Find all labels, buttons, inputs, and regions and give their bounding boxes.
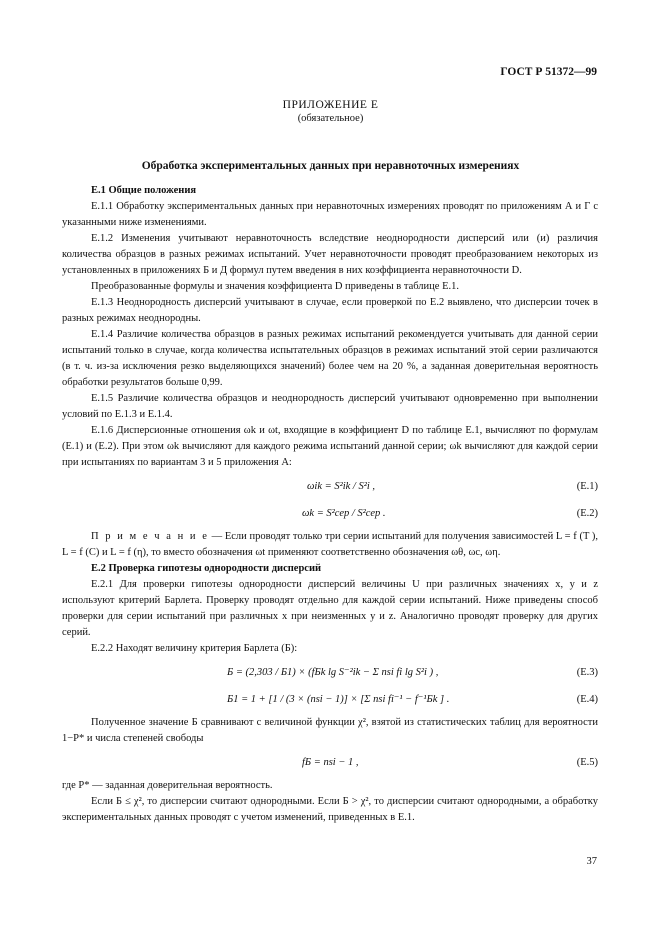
- formula-number: (Е.3): [576, 667, 598, 678]
- note-text: — Если проводят только три серии испытаний для получения зависимостей L = f (T ), L = f (C) и L = f (η), то вместо обозначения ωt применяют соответственно обозначения ωθ, ωc, ωη.: [62, 531, 598, 558]
- formula-number: (Е.1): [576, 481, 598, 492]
- formula-expression: ωk = S²сер / S²сер .: [302, 508, 386, 519]
- paragraph-e1-3: Е.1.3 Неоднородность дисперсий учитывают в случае, если проверкой по Е.2 выявлено, что дисперсии точек в разных режимах неоднородны.: [62, 297, 598, 324]
- paragraph-e1-2b: Преобразованные формулы и значения коэффициента D приведены в таблице Е.1.: [91, 281, 459, 292]
- paragraph-e2-1: Е.2.1 Для проверки гипотезы однородности дисперсий величины U при различных значениях x, y и z используют критерий Барлета. Проверку проводят отдельно для каждой серии испытаний. Ниже приведены способ проверки для серии испытаний при различных x при неизменных y и z. Аналогично проводят проверку для других серий.: [62, 579, 598, 638]
- formula-number: (Е.5): [576, 757, 598, 768]
- section-heading-e1: Е.1 Общие положения: [91, 185, 197, 196]
- main-title: Обработка экспериментальных данных при неравноточных измерениях: [141, 160, 520, 172]
- formula-number: (Е.4): [576, 694, 598, 705]
- formula-expression: Б = (2,303 / Б1) × (fБk lg S⁻²ik − Σ nsi fi lg S²i ) ,: [227, 667, 439, 678]
- standard-number: ГОСТ Р 51372—99: [500, 66, 597, 78]
- paragraph-e2-2: Е.2.2 Находят величину критерия Барлета (Б):: [91, 643, 298, 654]
- paragraph-e1-2: Е.1.2 Изменения учитывают неравноточность вследствие неоднородности дисперсий или (и) различия количества образцов в разных режимах испытаний. Учет неравноточности проводят преобразованием некоторых из установленных в приложениях Б и Д формул путем введения в них коэффициента неравноточности D.: [62, 233, 598, 276]
- appendix-title: ПРИЛОЖЕНИЕ Е: [282, 99, 379, 111]
- paragraph-e2-where: где P* — заданная доверительная вероятность.: [62, 780, 273, 791]
- paragraph-e1-4: Е.1.4 Различие количества образцов в разных режимах испытаний рекомендуется учитывать для данной серии испытаний только в случае, когда количества испытательных образцов в режимах испытаний этой серии различаются (в т. ч. из-за исключения резко выделяющихся значений) более чем на 20 %, а заданная доверительная вероятность обработки результатов больше 0,99.: [62, 329, 598, 388]
- formula-e4: [62, 688, 598, 711]
- paragraph-e1-1: Е.1.1 Обработку экспериментальных данных при неравноточных измерениях проводят по приложениям А и Г с указанными ниже изменениями.: [62, 201, 598, 228]
- formula-expression: ωik = S²ik / S²i ,: [307, 481, 376, 492]
- formula-expression: Б1 = 1 + [1 / (3 × (nsi − 1)] × [Σ nsi fi⁻¹ − f⁻¹Бk ] .: [227, 694, 450, 705]
- formula-e1: [62, 475, 598, 498]
- document-body: [62, 183, 598, 826]
- formula-e2: [62, 502, 598, 525]
- page-number: 37: [586, 856, 597, 867]
- section-heading-e2: Е.2 Проверка гипотезы однородности дисперсий: [91, 563, 322, 574]
- note: [62, 529, 598, 561]
- formula-e5: [62, 751, 598, 774]
- paragraph-e2-conclusion: Если Б ≤ χ², то дисперсии считают однородными. Если Б > χ², то дисперсии считают однородными, а обработку экспериментальных данных проводят с учетом изменений, приведенных в Е.1.: [62, 796, 598, 823]
- appendix-subtitle: (обязательное): [297, 113, 364, 124]
- paragraph-e1-6: Е.1.6 Дисперсионные отношения ωk и ωt, входящие в коэффициент D по таблице Е.1, вычисляют по формулам (Е.1) и (Е.2). При этом ωk вычисляют для каждого режима испытаний данной серии; ωk вычисляют для каждой серии при испытаниях по вариантам 3 и 5 приложения А:: [62, 425, 598, 468]
- note-label: П р и м е ч а н и е: [91, 531, 209, 542]
- formula-e3: [62, 661, 598, 684]
- formula-expression: fБ = nsi − 1 ,: [302, 757, 359, 768]
- paragraph-e1-5: Е.1.5 Различие количества образцов и неоднородность дисперсий учитывают одновременно при выполнении условий по Е.1.3 и Е.1.4.: [62, 393, 598, 420]
- formula-number: (Е.2): [576, 508, 598, 519]
- paragraph-e2-3: Полученное значение Б сравнивают с величиной функции χ², взятой из статистических таблиц для вероятности 1−P* и числа степеней свободы: [62, 717, 598, 744]
